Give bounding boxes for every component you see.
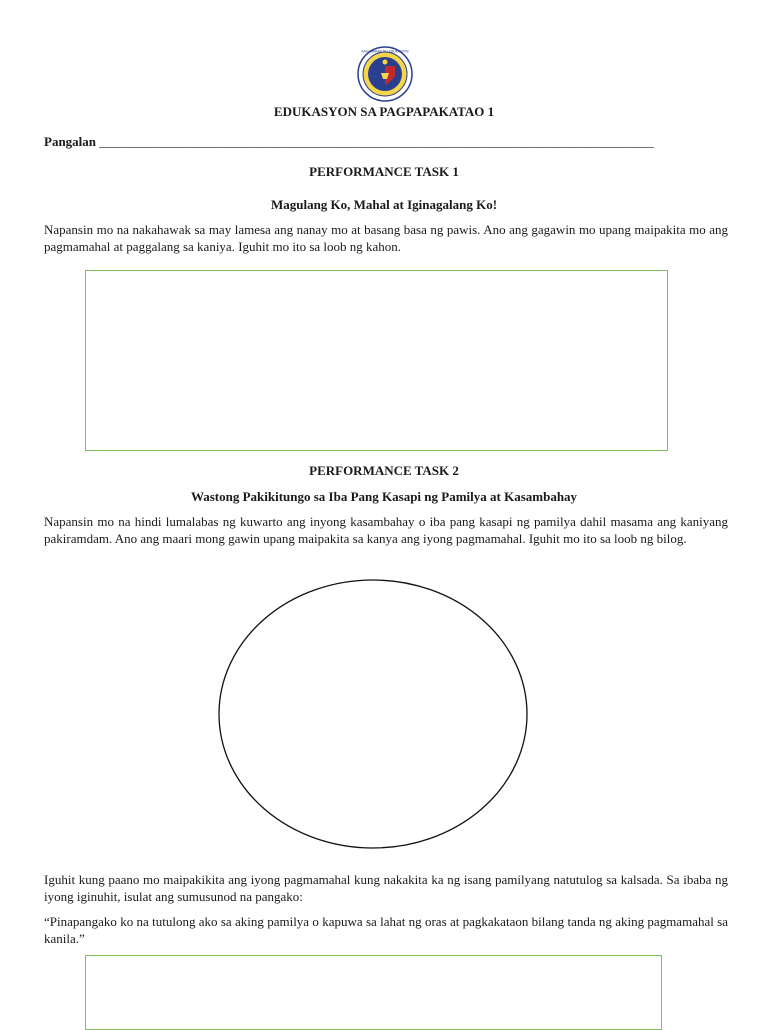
- task2-heading: PERFORMANCE TASK 2: [309, 463, 459, 478]
- task3-drawing-box[interactable]: [85, 955, 662, 1030]
- name-field[interactable]: [44, 134, 654, 150]
- deped-seal-logo: [357, 46, 413, 102]
- task2-drawing-circle[interactable]: [217, 578, 529, 850]
- name-label: Pangalan: [44, 134, 97, 149]
- task1-instruction: Napansin mo na nakahawak sa may lamesa ang nanay mo at basang basa ng pawis. Ano ang gagawin mo upang maipakita mo ang pagmamahal at paggalang sa kaniya. Iguhit mo ito sa loob ng kahon.: [44, 222, 728, 254]
- svg-text:KAGAWARAN NG EDUKASYON: KAGAWARAN NG EDUKASYON: [361, 49, 409, 54]
- document-title: EDUKASYON SA PAGPAPAKATAO 1: [273, 104, 495, 119]
- task3-instruction: Iguhit kung paano mo maipakikita ang iyong pagmamahal kung nakakita ka ng isang pamilyang natutulog sa kalsada. Sa ibaba ng iyong iginuhit, isulat ang sumusunod na pangako:: [44, 872, 728, 904]
- task2-instruction: Napansin mo na hindi lumalabas ng kuwarto ang inyong kasambahay o iba pang kasapi ng pamilya dahil masama ang kaniyang pakiramdam. Ano ang maari mong gawin upang maipakita sa kanya ang iyong pagmamahal. Iguhit mo ito sa loob ng bilog.: [44, 514, 728, 546]
- task1-heading: PERFORMANCE TASK 1: [309, 164, 459, 179]
- task3-pledge: “Pinapangako ko na tutulong ako sa aking pamilya o kapuwa sa lahat ng oras at pagkakataon bilang tanda ng aking pagmamahal sa kanila.”: [44, 914, 728, 946]
- task1-subheading: Magulang Ko, Mahal at Iginagalang Ko!: [270, 197, 498, 212]
- task2-subheading: Wastong Pakikitungo sa Iba Pang Kasapi ng Pamilya at Kasambahay: [190, 489, 578, 504]
- name-blank-line[interactable]: ________________________________________________________________________________________: [99, 134, 654, 149]
- task1-drawing-box[interactable]: [85, 270, 668, 451]
